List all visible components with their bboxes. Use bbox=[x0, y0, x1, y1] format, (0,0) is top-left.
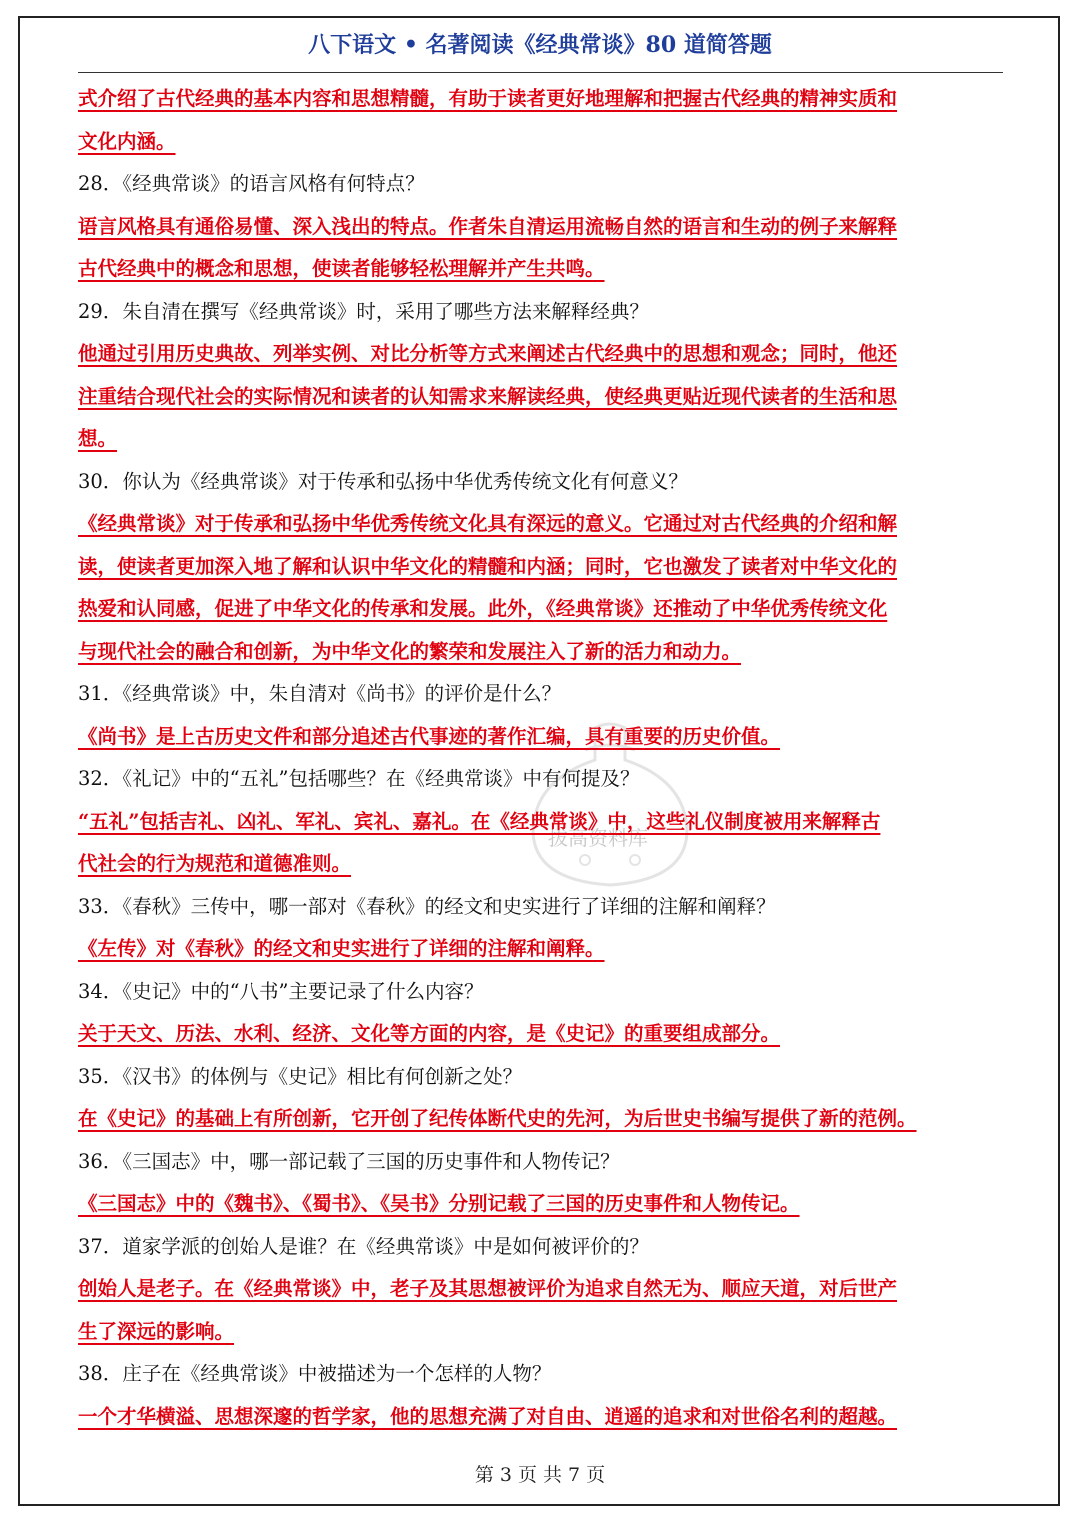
question-line: 36．《三国志》中，哪一部记载了三国的历史事件和人物传记？ bbox=[78, 1149, 620, 1173]
answer-line: 《左传》对《春秋》的经文和史实进行了详细的注解和阐释。 bbox=[78, 937, 605, 960]
page-header-title: 八下语文 • 名著阅读《经典常谈》80 道简答题 bbox=[308, 32, 772, 58]
answer-line: 式介绍了古代经典的基本内容和思想精髓，有助于读者更好地理解和把握古代经典的精神实质和 bbox=[78, 87, 898, 110]
answer-line: 文化内涵。 bbox=[78, 129, 176, 153]
page-number: 第 3 页 共 7 页 bbox=[474, 1464, 606, 1486]
answer-line: 《三国志》中的《魏书》、《蜀书》、《吴书》分别记载了三国的历史事件和人物传记。 bbox=[78, 1192, 800, 1215]
answer-line: 注重结合现代社会的实际情况和读者的认知需求来解读经典，使经典更贴近现代读者的生活和思 bbox=[78, 384, 898, 408]
watermark-text: 拔高资料库 bbox=[548, 826, 648, 850]
answer-line: 关于天文、历法、水利、经济、文化等方面的内容，是《史记》的重要组成部分。 bbox=[78, 1022, 781, 1045]
answer-line: 他通过引用历史典故、列举实例、对比分析等方式来阐述古代经典中的思想和观念；同时，他还 bbox=[78, 342, 898, 365]
answer-line: 一个才华横溢、思想深邃的哲学家，他的思想充满了对自由、逍遥的追求和对世俗名利的超越。 bbox=[78, 1404, 898, 1428]
question-line: 37．道家学派的创始人是谁？在《经典常谈》中是如何被评价的？ bbox=[78, 1234, 649, 1258]
answer-line: 想。 bbox=[78, 427, 118, 450]
answer-line: 生了深远的影响。 bbox=[78, 1319, 235, 1343]
answer-line: 古代经典中的概念和思想，使读者能够轻松理解并产生共鸣。 bbox=[78, 257, 605, 280]
answer-line: 代社会的行为规范和道德准则。 bbox=[78, 852, 352, 875]
answer-line: 在《史记》的基础上有所创新，它开创了纪传体断代史的先河，为后世史书编写提供了新的范例。 bbox=[78, 1107, 917, 1130]
qa-content bbox=[78, 78, 1003, 1438]
question-line: 30．你认为《经典常谈》对于传承和弘扬中华优秀传统文化有何意义？ bbox=[78, 469, 688, 493]
answer-line: 《经典常谈》对于传承和弘扬中华优秀传统文化具有深远的意义。它通过对古代经典的介绍和解 bbox=[78, 512, 898, 535]
answer-line: 语言风格具有通俗易懂、深入浅出的特点。作者朱自清运用流畅自然的语言和生动的例子来解释 bbox=[78, 214, 898, 238]
answer-line: “五礼”包括吉礼、凶礼、军礼、宾礼、嘉礼。在《经典常谈》中，这些礼仪制度被用来解释古 bbox=[78, 809, 881, 833]
question-line: 38．庄子在《经典常谈》中被描述为一个怎样的人物？ bbox=[78, 1362, 552, 1385]
question-line: 33．《春秋》三传中，哪一部对《春秋》的经文和史实进行了详细的注解和阐释？ bbox=[78, 894, 776, 918]
answer-line: 创始人是老子。在《经典常谈》中，老子及其思想被评价为追求自然无为、顺应天道，对后世产 bbox=[78, 1277, 898, 1300]
answer-line: 《尚书》是上古历史文件和部分追述古代事迹的著作汇编，具有重要的历史价值。 bbox=[78, 724, 781, 748]
question-line: 35．《汉书》的体例与《史记》相比有何创新之处？ bbox=[78, 1064, 523, 1088]
question-line: 29．朱自清在撰写《经典常谈》时，采用了哪些方法来解释经典？ bbox=[78, 299, 649, 323]
question-line: 28．《经典常谈》的语言风格有何特点？ bbox=[78, 172, 425, 195]
answer-line: 读，使读者更加深入地了解和认识中华文化的精髓和内涵；同时，它也激发了读者对中华文化的 bbox=[78, 554, 898, 578]
question-line: 32．《礼记》中的“五礼”包括哪些？在《经典常谈》中有何提及？ bbox=[78, 767, 640, 790]
question-line: 34．《史记》中的“八书”主要记录了什么内容？ bbox=[78, 979, 484, 1003]
answer-line: 与现代社会的融合和创新，为中华文化的繁荣和发展注入了新的活力和动力。 bbox=[78, 639, 742, 663]
question-line: 31．《经典常谈》中，朱自清对《尚书》的评价是什么？ bbox=[78, 682, 562, 705]
answer-line: 热爱和认同感，促进了中华文化的传承和发展。此外，《经典常谈》还推动了中华优秀传统文化 bbox=[78, 597, 888, 620]
header-divider bbox=[78, 72, 1003, 73]
